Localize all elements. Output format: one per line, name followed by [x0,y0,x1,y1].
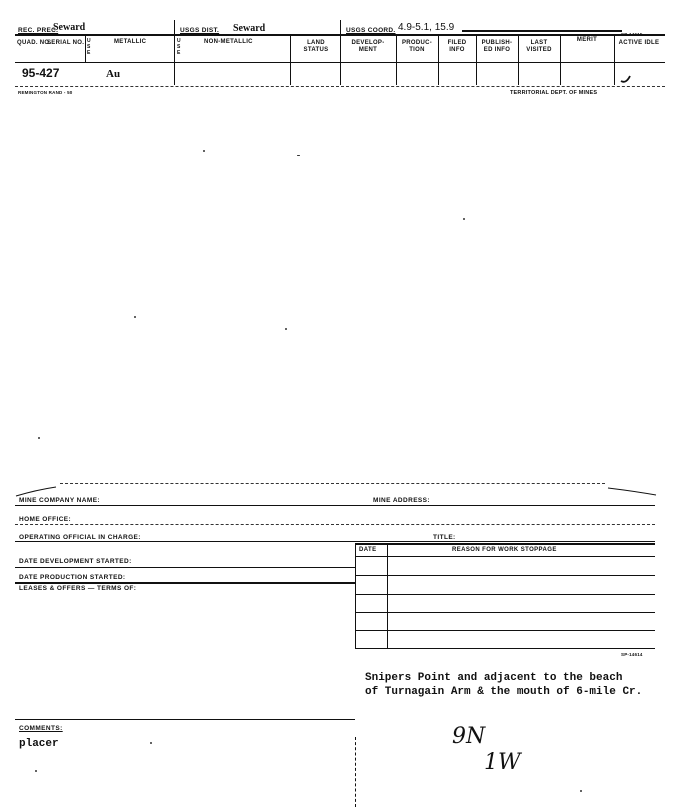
mine-company-name-label: MINE COMPANY NAME: [19,497,100,504]
handwritten-note-1: 9N [452,724,486,749]
rec-prec-value: Seward [53,22,86,33]
department-mark: TERRITORIAL DEPT. OF MINES [510,90,598,96]
table-row-rule [355,648,655,649]
scan-speck [580,790,582,792]
metallic-value: Au [106,68,121,80]
col-last-visited: LAST VISITED [526,40,552,53]
col-divider [290,34,291,85]
location-line-1: Snipers Point and adjacent to the beach [365,672,623,684]
usgs-dist-label: USGS DIST. [180,27,220,34]
operating-official-label: OPERATING OFFICIAL IN CHARGE: [19,534,141,541]
table-row-rule [355,575,655,576]
form-rule [15,567,355,568]
leases-offers-label: LEASES & OFFERS — TERMS OF: [19,585,137,592]
scan-speck [297,155,300,156]
form-number-top: SP-14615 [621,32,643,37]
form-rule [15,719,355,720]
scan-speck [150,742,152,744]
col-divider [396,34,397,85]
col-divider [614,34,615,85]
rec-prec-label: REC. PREC. [18,27,59,34]
col-divider [438,34,439,85]
form-rule [355,543,655,545]
form-rule-swoosh [608,487,658,495]
date-column-header: DATE [359,547,377,553]
header-rule-bottom [15,86,665,87]
date-production-started-label: DATE PRODUCTION STARTED: [19,574,126,581]
usgs-coord-label: USGS COORD. [346,27,396,34]
scan-speck [285,328,287,330]
col-divider [560,34,561,85]
title-label: TITLE: [433,534,456,541]
form-rule [15,505,655,506]
scan-speck [134,316,136,318]
col-non-metallic: NON-METALLIC [204,39,253,45]
col-metallic: METALLIC [114,39,147,45]
form-rule [15,541,655,542]
date-development-started-label: DATE DEVELOPMENT STARTED: [19,558,132,565]
form-rule-swoosh [16,486,56,496]
location-line-2: of Turnagain Arm & the mouth of 6-mile Cr. [365,686,643,698]
scan-speck [38,437,40,439]
printer-mark: REMINGTON RAND - 50 [18,90,73,95]
handwritten-note-2: 1W [484,750,521,775]
scan-speck [35,770,37,772]
form-number-bottom: SP-14614 [621,652,643,657]
table-row-rule [355,594,655,595]
col-use-1: USE [87,38,91,56]
col-divider [174,20,175,85]
quad-serial-value: 95-427 [22,66,60,80]
check-mark-icon [620,72,634,84]
col-divider [340,20,341,85]
table-divider [355,543,356,648]
form-rule [15,524,655,525]
usgs-coord-value: 4.9-5.1, 15.9 [398,22,455,33]
comments-value: placer [19,738,59,750]
col-divider [518,34,519,85]
comments-label: COMMENTS: [19,725,63,732]
comments-divider [355,737,356,807]
table-divider [387,543,388,648]
form-rule [15,582,355,584]
col-published-info: PUBLISH-ED INFO [481,40,513,53]
col-divider [476,34,477,85]
col-divider [85,34,86,62]
col-merit: MERIT [576,37,598,43]
reason-column-header: REASON FOR WORK STOPPAGE [452,547,557,553]
mine-address-label: MINE ADDRESS: [373,497,430,504]
table-row-rule [355,630,655,631]
col-quad-no: QUAD. NO. [17,40,52,46]
home-office-label: HOME OFFICE: [19,516,72,523]
col-serial-no: SERIAL NO. [47,40,85,46]
scan-speck [463,218,465,220]
usgs-dist-value: Seward [233,23,266,34]
col-production: PRODUC-TION [401,40,433,53]
form-rule [355,556,655,557]
col-use-2: USE [177,38,181,56]
table-row-rule [355,612,655,613]
header-rule-partial [462,30,622,32]
col-development: DEVELOP-MENT [351,40,385,53]
col-filed-info: FILED INFO [447,40,467,53]
form-rule-top [60,483,605,484]
scan-speck [203,150,205,152]
col-active-idle: ACTIVE IDLE [618,40,660,46]
col-land-status: LAND STATUS [303,40,329,53]
